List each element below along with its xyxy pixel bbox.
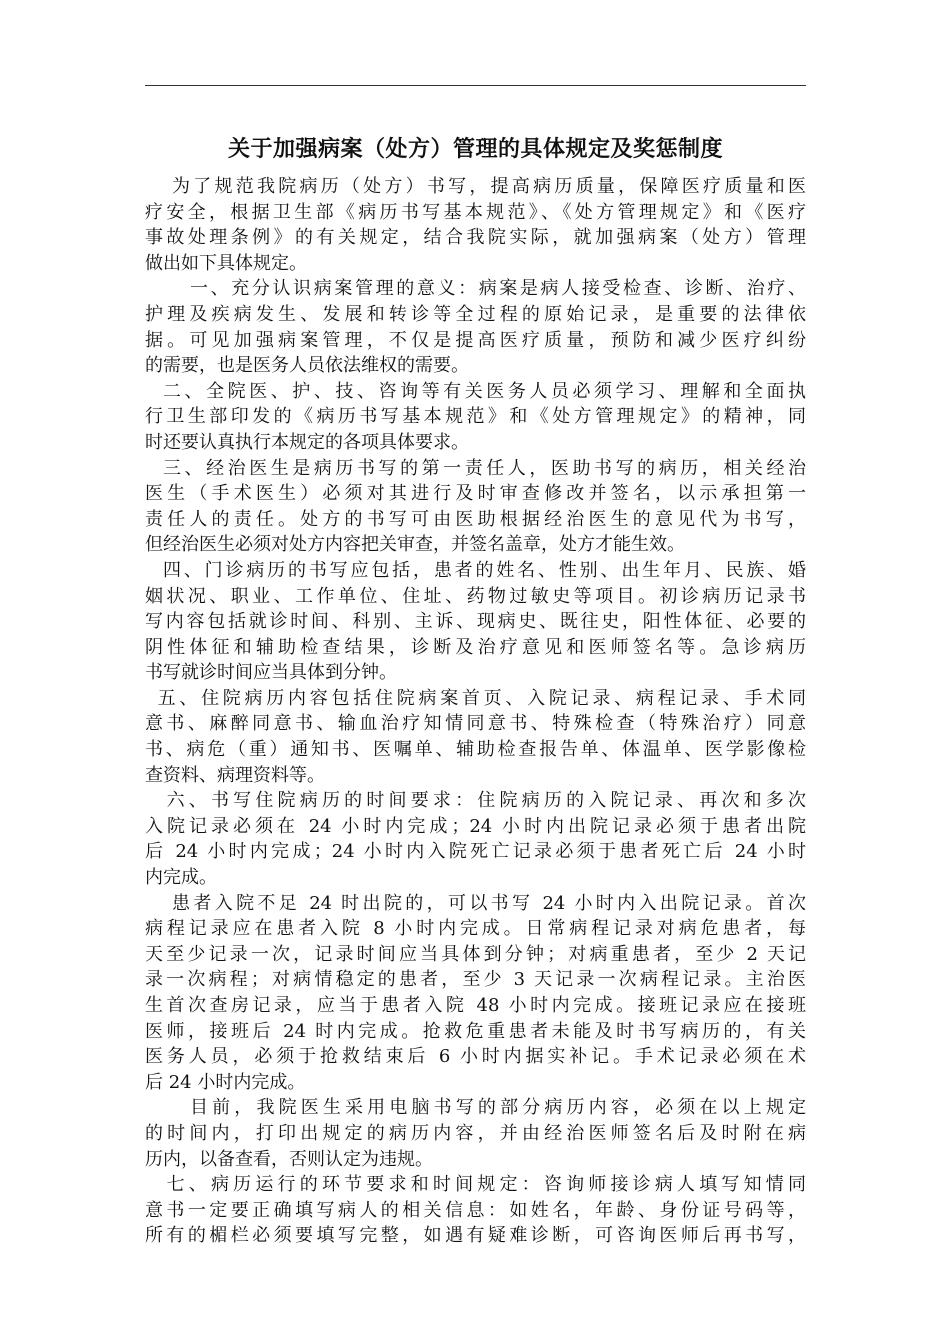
text-line: 行卫生部印发的《病历书写基本规范》和《处方管理规定》的精神，同: [145, 406, 806, 428]
text-line: 的时间内，打印出规定的病历内容，并由经治医师签名后及时附在病: [145, 1122, 806, 1144]
text-line: 天至少记录一次，记录时间应当具体到分钟；对病重患者，至少 2 天记: [145, 943, 806, 965]
text-line: 目前，我院医生采用电脑书写的部分病历内容，必须在以上规定: [190, 1097, 806, 1119]
text-line: 意书一定要正确填写病人的相关信息：如姓名，年龄、身份证号码等，: [145, 1199, 806, 1221]
text-line: 事故处理条例》的有关规定，结合我院实际，就加强病案（处方）管理: [145, 227, 806, 249]
text-line: 四、门诊病历的书写应包括，患者的姓名、性别、出生年月、民族、婚: [163, 559, 806, 581]
document-title: 关于加强病案（处方）管理的具体规定及奖惩制度: [227, 137, 723, 162]
text-line: 护理及疾病发生、发展和转诊等全过程的原始记录，是重要的法律依: [145, 303, 806, 325]
text-line: 时还要认真执行本规定的各项具体要求。: [145, 431, 469, 453]
text-line: 责任人的责任。处方的书写可由医助根据经治医生的意见代为书写，: [145, 508, 806, 530]
text-line: 患者入院不足 24 时出院的，可以书写 24 小时内入出院记录。首次: [172, 892, 806, 914]
text-line: 阴性体征和辅助检查结果，诊断及治疗意见和医师签名等。急诊病历: [145, 636, 806, 658]
text-line: 据。可见加强病案管理，不仅是提高医疗质量，预防和减少医疗纠纷: [145, 329, 806, 351]
text-line: 为了规范我院病历（处方）书写，提高病历质量，保障医疗质量和医: [172, 176, 806, 197]
text-line: 医师，接班后 24 时内完成。抢救危重患者未能及时书写病历的，有关: [145, 1020, 806, 1042]
text-line: 写内容包括就诊时间、科别、主诉、现病史、既往史，阳性体征、必要的: [145, 611, 806, 633]
text-line: 医务人员，必须于抢救结束后 6 小时内据实补记。手术记录必须在术: [145, 1046, 806, 1068]
text-line: 入院记录必须在 24 小时内完成；24 小时内出院记录必须于患者出院: [145, 815, 806, 837]
text-line: 五、住院病历内容包括住院病案首页、入院记录、病程记录、手术同: [157, 687, 806, 709]
text-line: 一、充分认识病案管理的意义：病案是病人接受检查、诊断、治疗、: [190, 278, 806, 300]
text-line: 做出如下具体规定。: [145, 252, 307, 274]
text-line: 但经治医生必须对处方内容把关审查，并签名盖章，处方才能生效。: [145, 534, 685, 556]
text-line: 医生（手术医生）必须对其进行及时审查修改并签名，以示承担第一: [145, 483, 806, 505]
text-line: 六、书写住院病历的时间要求：住院病历的入院记录、再次和多次: [166, 790, 806, 812]
text-line: 生首次查房记录，应当于患者入院 48 小时内完成。接班记录应在接班: [145, 995, 806, 1016]
text-line: 内完成。: [145, 867, 217, 889]
text-line: 意书、麻醉同意书、输血治疗知情同意书、特殊检查（特殊治疗）同意: [145, 713, 806, 735]
text-line: 书、病危（重）通知书、医嘱单、辅助检查报告单、体温单、医学影像检: [145, 739, 806, 761]
text-line: 七、病历运行的环节要求和时间规定：咨询师接诊病人填写知情同: [166, 1174, 806, 1196]
text-line: 三、经治医生是病历书写的第一责任人，医助书写的病历，相关经治: [163, 457, 806, 479]
document-body: [145, 174, 806, 1249]
text-line: 书写就诊时间应当具体到分钟。: [145, 662, 397, 684]
text-line: 的需要，也是医务人员依法维权的需要。: [145, 355, 469, 377]
text-line: 疗安全，根据卫生部《病历书写基本规范》、《处方管理规定》和《医疗: [145, 201, 806, 223]
text-line: 所有的楣栏必须要填写完整，如遇有疑难诊断，可咨询医师后再书写，: [145, 1225, 806, 1247]
text-line: 病程记录应在患者入院 8 小时内完成。日常病程记录对病危患者，每: [145, 918, 806, 940]
text-line: 查资料、病理资料等。: [145, 764, 325, 786]
text-line: 后 24 小时内完成；24 小时内入院死亡记录必须于患者死亡后 24 小时: [145, 841, 806, 863]
text-line: 姻状况、职业、工作单位、住址、药物过敏史等项目。初诊病历记录书: [145, 585, 806, 607]
text-line: 二、全院医、护、技、咨询等有关医务人员必须学习、理解和全面执: [163, 380, 806, 402]
text-line: 后 24 小时内完成。: [145, 1071, 306, 1093]
text-line: 录一次病程；对病情稳定的患者，至少 3 天记录一次病程记录。主治医: [145, 969, 806, 991]
header-rule: [145, 85, 806, 86]
text-line: 历内，以备查看，否则认定为违规。: [145, 1148, 433, 1170]
